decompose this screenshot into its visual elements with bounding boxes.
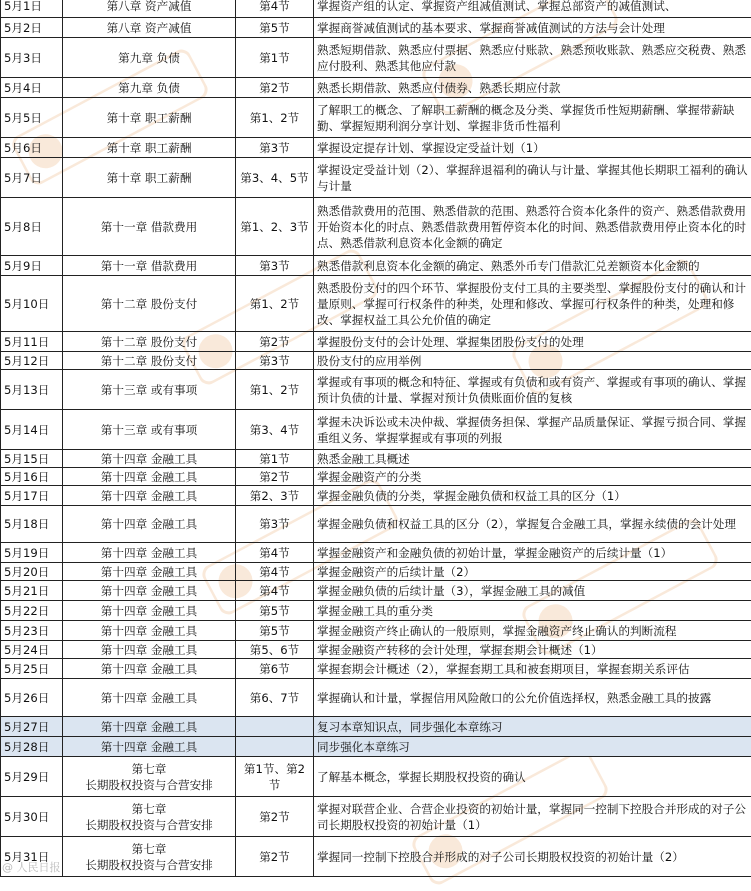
date-cell: 5月13日: [1, 370, 63, 410]
task-cell: 掌握金融工具的重分类: [314, 601, 751, 621]
chapter-cell: 第十四章 金融工具: [63, 621, 236, 641]
chapter-cell: 第十章 职工薪酬: [63, 138, 236, 158]
chapter-cell: 第十四章 金融工具: [63, 717, 236, 737]
section-cell: 第1、2节: [236, 98, 314, 138]
task-cell: 掌握商誉减值测试的基本要求、掌握商誉减值测试的方法与会计处理: [314, 18, 751, 38]
chapter-cell: 第十四章 金融工具: [63, 563, 236, 581]
date-cell: 5月22日: [1, 601, 63, 621]
date-cell: 5月24日: [1, 641, 63, 659]
date-cell: 5月8日: [1, 198, 63, 256]
date-cell: 5月27日: [1, 717, 63, 737]
table-row: [1, 563, 751, 581]
date-cell: 5月9日: [1, 256, 63, 276]
table-row: [1, 717, 751, 737]
table-row: [1, 659, 751, 679]
task-cell: 掌握金融资产转移的会计处理，掌握套期会计概述（1）: [314, 641, 751, 659]
date-cell: 5月18日: [1, 506, 63, 543]
table-row: [1, 506, 751, 543]
date-cell: 5月7日: [1, 158, 63, 198]
table-row: [1, 486, 751, 506]
section-cell: [236, 717, 314, 737]
chapter-cell: 第十二章 股份支付: [63, 276, 236, 332]
section-cell: 第6节: [236, 659, 314, 679]
chapter-cell: 第十四章 金融工具: [63, 679, 236, 717]
table-row: [1, 138, 751, 158]
section-cell: 第3、4节: [236, 410, 314, 450]
section-cell: 第1节: [236, 450, 314, 468]
section-cell: 第3节: [236, 352, 314, 370]
table-row: [1, 78, 751, 98]
table-row: [1, 370, 751, 410]
task-cell: 掌握未决诉讼或未决仲裁、掌握债务担保、掌握产品质量保证、掌握亏损合同、掌握重组义务、掌握掌握或有事项的列报: [314, 410, 751, 450]
date-cell: 5月3日: [1, 38, 63, 78]
table-row: [1, 352, 751, 370]
table-row: [1, 679, 751, 717]
task-cell: 掌握资产组的认定、掌握资产组减值测试、掌握总部资产的减值测试、: [314, 0, 751, 18]
section-cell: 第5节: [236, 621, 314, 641]
task-cell: 掌握金融资产的分类: [314, 468, 751, 486]
task-cell: 熟悉长期借款、熟悉应付债券、熟悉长期应付款: [314, 78, 751, 98]
task-cell: 掌握同一控制下控股合并形成的对子公司长期股权投资的初始计量（2）: [314, 837, 751, 877]
section-cell: 第1、2、3节: [236, 198, 314, 256]
section-cell: 第1、2节: [236, 276, 314, 332]
task-cell: 了解职工的概念、了解职工薪酬的概念及分类、掌握货币性短期薪酬、掌握带薪缺勤、掌握短期利润分享计划、掌握非货币性福利: [314, 98, 751, 138]
table-row: [1, 276, 751, 332]
task-cell: 股份支付的应用举例: [314, 352, 751, 370]
section-cell: 第2节: [236, 468, 314, 486]
section-cell: 第6、7节: [236, 679, 314, 717]
table-row: [1, 450, 751, 468]
section-cell: 第4节: [236, 0, 314, 18]
date-cell: 5月15日: [1, 450, 63, 468]
task-cell: 掌握金融资产和金融负债的初始计量，掌握金融资产的后续计量（1）: [314, 543, 751, 563]
date-cell: 5月19日: [1, 543, 63, 563]
section-cell: 第5、6节: [236, 641, 314, 659]
task-cell: 掌握设定提存计划、掌握设定受益计划（1）: [314, 138, 751, 158]
table-row: [1, 837, 751, 877]
chapter-cell: 第十四章 金融工具: [63, 641, 236, 659]
section-cell: 第2节: [236, 78, 314, 98]
date-cell: 5月5日: [1, 98, 63, 138]
section-cell: 第4节: [236, 581, 314, 601]
table-row: [1, 581, 751, 601]
chapter-cell: 第十四章 金融工具: [63, 468, 236, 486]
task-cell: 掌握套期会计概述（2），掌握套期工具和被套期项目，掌握套期关系评估: [314, 659, 751, 679]
task-cell: 熟悉金融工具概述: [314, 450, 751, 468]
task-cell: 掌握金融负债的分类，掌握金融负债和权益工具的区分（1）: [314, 486, 751, 506]
chapter-cell: 第九章 负债: [63, 78, 236, 98]
section-cell: 第2节: [236, 797, 314, 837]
table-row: [1, 158, 751, 198]
table-row: [1, 38, 751, 78]
chapter-cell: 第十一章 借款费用: [63, 198, 236, 256]
section-cell: 第2、3节: [236, 486, 314, 506]
table-row: [1, 18, 751, 38]
date-cell: 5月16日: [1, 468, 63, 486]
chapter-cell: 第十四章 金融工具: [63, 737, 236, 757]
date-cell: 5月20日: [1, 563, 63, 581]
task-cell: 掌握设定受益计划（2）、掌握辞退福利的确认与计量、掌握其他长期职工福利的确认与计量: [314, 158, 751, 198]
date-cell: 5月26日: [1, 679, 63, 717]
section-cell: [236, 737, 314, 757]
task-cell: 掌握股份支付的会计处理、掌握集团股份支付的处理: [314, 332, 751, 352]
section-cell: 第3节: [236, 506, 314, 543]
chapter-cell: 第十四章 金融工具: [63, 506, 236, 543]
chapter-cell: 第七章 长期股权投资与合营安排: [63, 757, 236, 797]
chapter-cell: 第十三章 或有事项: [63, 410, 236, 450]
section-cell: 第5节: [236, 601, 314, 621]
task-cell: 复习本章知识点，同步强化本章练习: [314, 717, 751, 737]
section-cell: 第2节: [236, 837, 314, 877]
section-cell: 第4节: [236, 543, 314, 563]
source-credit: @ 人民日报: [2, 859, 61, 875]
task-cell: 掌握金融资产的后续计量（2）: [314, 563, 751, 581]
task-cell: 熟悉借款费用的范围、熟悉借款的范围、熟悉符合资本化条件的资产、熟悉借款费用开始资本化的时点、熟悉借款费用暂停资本化的时间、熟悉借款费用停止资本化的时点、熟悉借款利息资本化金额的确定: [314, 198, 751, 256]
table-row: [1, 332, 751, 352]
chapter-cell: 第十四章 金融工具: [63, 601, 236, 621]
chapter-cell: 第七章 长期股权投资与合营安排: [63, 797, 236, 837]
task-cell: 同步强化本章练习: [314, 737, 751, 757]
chapter-cell: 第七章 长期股权投资与合营安排: [63, 837, 236, 877]
task-cell: 掌握金融资产终止确认的一般原则，掌握金融资产终止确认的判断流程: [314, 621, 751, 641]
section-cell: 第4节: [236, 563, 314, 581]
task-cell: 掌握金融负债和权益工具的区分（2），掌握复合金融工具，掌握永续债的会计处理: [314, 506, 751, 543]
table-row: [1, 98, 751, 138]
chapter-cell: 第十四章 金融工具: [63, 659, 236, 679]
table-row: [1, 797, 751, 837]
chapter-cell: 第十四章 金融工具: [63, 581, 236, 601]
section-cell: 第3节: [236, 138, 314, 158]
table-row: [1, 621, 751, 641]
table-row: [1, 543, 751, 563]
section-cell: 第3、4、5节: [236, 158, 314, 198]
date-cell: 5月29日: [1, 757, 63, 797]
task-cell: 熟悉借款利息资本化金额的确定、熟悉外币专门借款汇兑差额资本化金额的: [314, 256, 751, 276]
section-cell: 第1、2节: [236, 370, 314, 410]
date-cell: 5月30日: [1, 797, 63, 837]
table-row: [1, 256, 751, 276]
task-cell: 掌握对联营企业、合营企业投资的初始计量，掌握同一控制下控股合并形成的对子公司长期股权投资的初始计量（1）: [314, 797, 751, 837]
date-cell: 5月12日: [1, 352, 63, 370]
section-cell: 第1节: [236, 38, 314, 78]
section-cell: 第5节: [236, 18, 314, 38]
date-cell: 5月11日: [1, 332, 63, 352]
task-cell: 熟悉股份支付的四个环节、掌握股份支付工具的主要类型、掌握股份支付的确认和计量原则、掌握可行权条件的种类，处理和修改、掌握可行权条件的种类，处理和修改、掌握权益工具公允价值的确定: [314, 276, 751, 332]
date-cell: 5月10日: [1, 276, 63, 332]
date-cell: 5月23日: [1, 621, 63, 641]
table-row: [1, 468, 751, 486]
table-row: [1, 198, 751, 256]
date-cell: 5月28日: [1, 737, 63, 757]
task-cell: 了解基本概念，掌握长期股权投资的确认: [314, 757, 751, 797]
chapter-cell: 第八章 资产减值: [63, 18, 236, 38]
task-cell: 掌握或有事项的概念和特征、掌握或有负债和或有资产、掌握或有事项的确认、掌握预计负债的计量、掌握对预计负债账面价值的复核: [314, 370, 751, 410]
chapter-cell: 第十三章 或有事项: [63, 370, 236, 410]
date-cell: 5月25日: [1, 659, 63, 679]
task-cell: 掌握确认和计量，掌握信用风险敞口的公允价值选择权，熟悉金融工具的披露: [314, 679, 751, 717]
chapter-cell: 第十章 职工薪酬: [63, 98, 236, 138]
date-cell: 5月6日: [1, 138, 63, 158]
date-cell: 5月17日: [1, 486, 63, 506]
chapter-cell: 第十四章 金融工具: [63, 486, 236, 506]
section-cell: 第3节: [236, 256, 314, 276]
date-cell: 5月2日: [1, 18, 63, 38]
table-row: [1, 601, 751, 621]
table-row: [1, 0, 751, 18]
section-cell: 第1节、第2节: [236, 757, 314, 797]
chapter-cell: 第十二章 股份支付: [63, 332, 236, 352]
chapter-cell: 第十章 职工薪酬: [63, 158, 236, 198]
chapter-cell: 第十一章 借款费用: [63, 256, 236, 276]
chapter-cell: 第八章 资产减值: [63, 0, 236, 18]
date-cell: 5月4日: [1, 78, 63, 98]
task-cell: 掌握金融负债的后续计量（3），掌握金融工具的减值: [314, 581, 751, 601]
date-cell: 5月1日: [1, 0, 63, 18]
date-cell: 5月14日: [1, 410, 63, 450]
date-cell: 5月21日: [1, 581, 63, 601]
chapter-cell: 第十四章 金融工具: [63, 450, 236, 468]
table-row: [1, 757, 751, 797]
chapter-cell: 第九章 负债: [63, 38, 236, 78]
chapter-cell: 第十四章 金融工具: [63, 543, 236, 563]
date-cell: 5月31日: [1, 837, 63, 877]
table-row: [1, 641, 751, 659]
table-row: [1, 410, 751, 450]
section-cell: 第2节: [236, 332, 314, 352]
table-row: [1, 737, 751, 757]
task-cell: 熟悉短期借款、熟悉应付票据、熟悉应付账款、熟悉预收账款、熟悉应交税费、熟悉应付股利、熟悉其他应付款: [314, 38, 751, 78]
chapter-cell: 第十二章 股份支付: [63, 352, 236, 370]
